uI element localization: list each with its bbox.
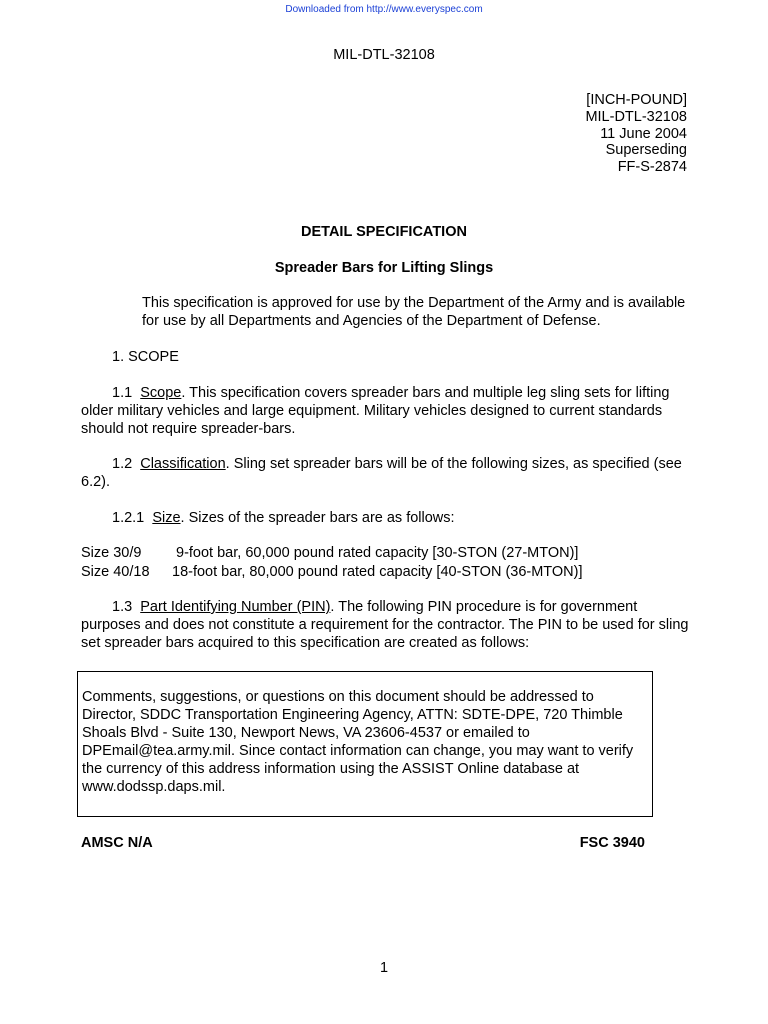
superseded-document: FF-S-2874 — [617, 159, 687, 176]
paragraph-1-2 — [81, 456, 693, 492]
size-row — [81, 545, 578, 561]
comments-box — [77, 671, 653, 817]
size-code: Size 40/18 — [81, 564, 150, 580]
superseding-label: Superseding — [605, 142, 687, 159]
paragraph-text: . This specification covers spreader bars and multiple leg sling sets for lifting older military vehicles and large equipment. Military vehicles designed to current standards should not require spreader-bars. — [81, 385, 670, 437]
fsc-label: FSC 3940 — [579, 835, 645, 851]
size-description: 9-foot bar, 60,000 pound rated capacity [30-STON (27-MTON)] — [176, 545, 579, 561]
paragraph-number: 1.1 — [112, 385, 133, 401]
paragraph-number: 1.2.1 — [112, 510, 145, 526]
spec-type-heading: DETAIL SPECIFICATION — [301, 224, 467, 240]
section-scope-heading: 1. SCOPE — [112, 349, 179, 365]
paragraph-text: . Sling set spreader bars will be of the following sizes, as specified (see 6.2). — [81, 456, 682, 490]
approval-statement: This specification is approved for use by the Department of the Army and is available for use by all Departments and Agencies of the Department of Defense. — [142, 295, 686, 329]
paragraph-heading: Size — [152, 510, 181, 526]
paragraph-heading: Scope — [140, 385, 182, 401]
download-source-link[interactable]: Downloaded from http://www.everyspec.com — [285, 4, 483, 15]
paragraph-text: . The following PIN procedure is for government purposes and does not constitute a requirement for the contractor. The PIN to be used for sling set spreader bars acquired to this specification are created as follows: — [81, 599, 689, 651]
size-description: 18-foot bar, 80,000 pound rated capacity [40-STON (36-MTON)] — [172, 564, 583, 580]
paragraph-1-3 — [81, 599, 693, 652]
document-title: Spreader Bars for Lifting Slings — [274, 260, 494, 276]
document-id-top: MIL-DTL-32108 — [333, 47, 435, 63]
paragraph-1-1 — [81, 385, 693, 438]
paragraph-number: 1.2 — [112, 456, 133, 472]
size-code: Size 30/9 — [81, 545, 142, 561]
size-row — [81, 564, 583, 580]
unit-system-label: [INCH-POUND] — [586, 92, 687, 108]
paragraph-heading: Classification — [140, 456, 226, 472]
page-number: 1 — [379, 960, 389, 976]
paragraph-1-2-1 — [81, 510, 693, 528]
header-block — [585, 92, 687, 176]
amsc-label: AMSC N/A — [81, 835, 153, 851]
document-date: 11 June 2004 — [600, 125, 687, 142]
comments-text: Comments, suggestions, or questions on this document should be addressed to Director, SDDC Transportation Engineering Agency, ATTN: SDTE-DPE, 720 Thimble Shoals Blvd - Suite 130, Newport News, VA 23606-4537 or emailed to DPEmail@tea.army.mil. Since contact information can change, you may want to verify the currency of this address information using the ASSIST Online database at www.dodssp.daps.mil. — [82, 689, 634, 795]
paragraph-heading: Part Identifying Number (PIN) — [140, 599, 331, 615]
document-number: MIL-DTL-32108 — [585, 108, 687, 125]
paragraph-text: . Sizes of the spreader bars are as follows: — [180, 510, 455, 526]
paragraph-number: 1.3 — [112, 599, 133, 615]
